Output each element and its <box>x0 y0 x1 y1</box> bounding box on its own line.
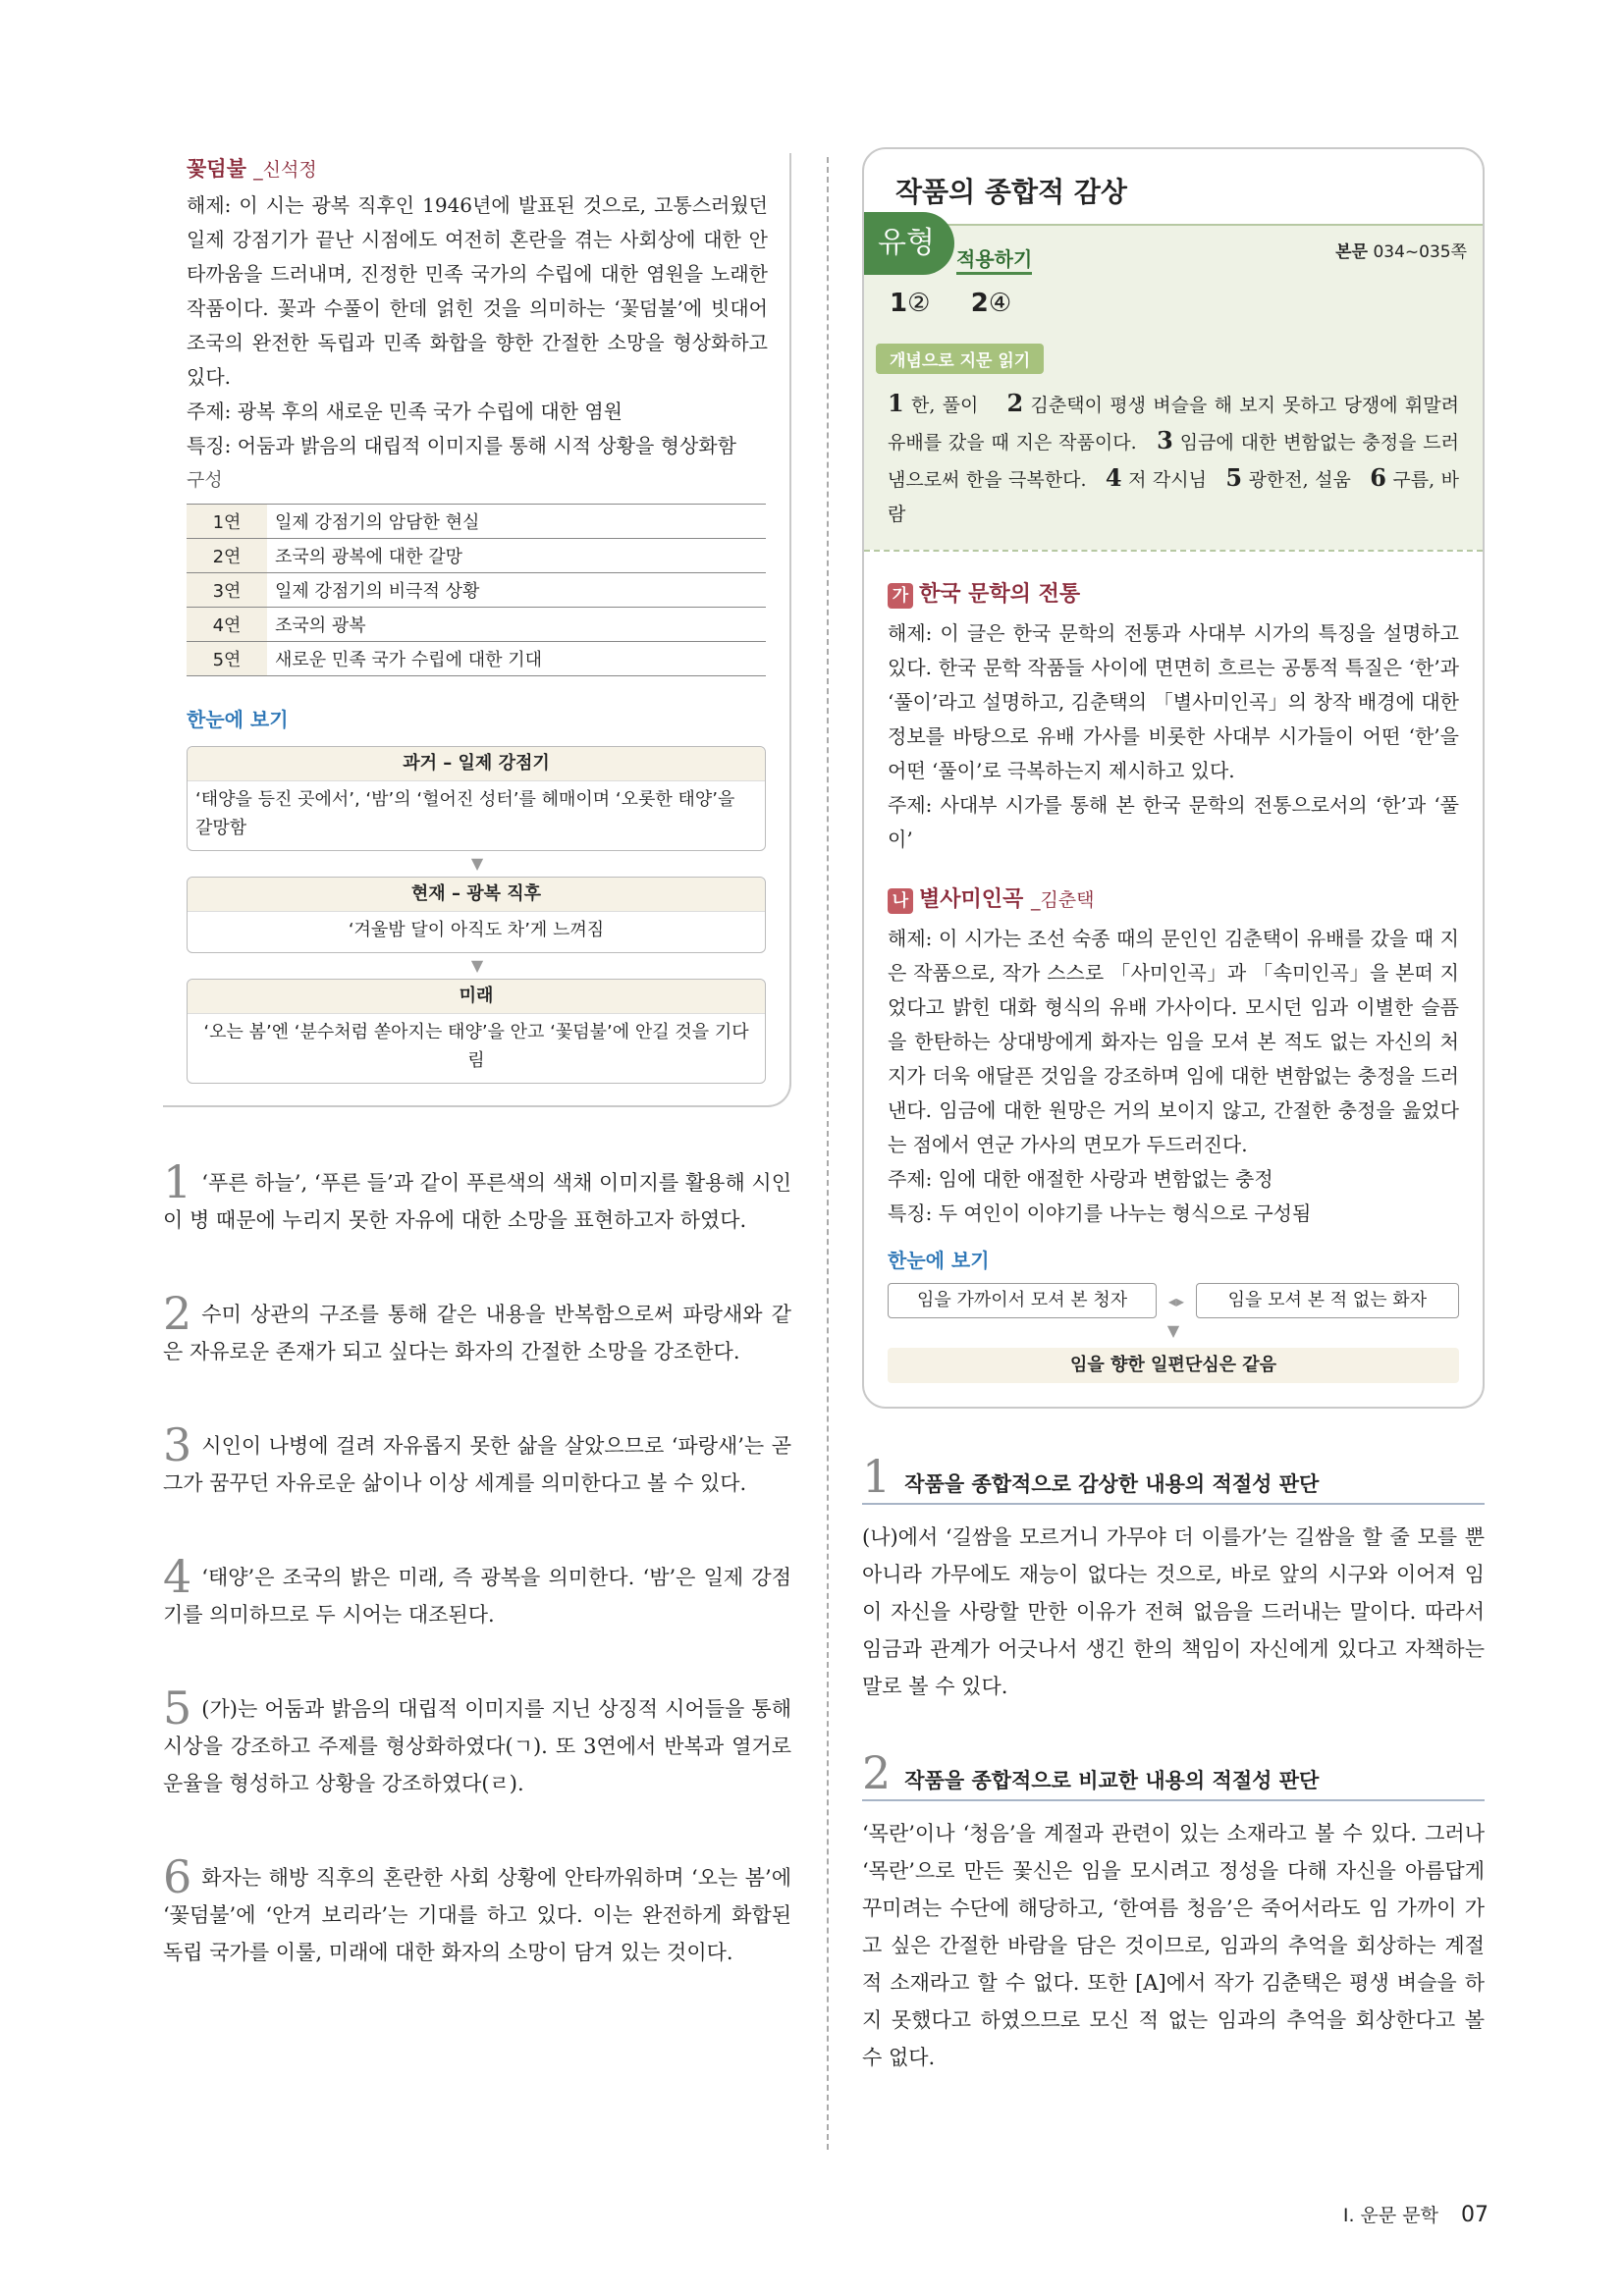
answer-text: 구름, 바람 <box>888 469 1459 525</box>
type-application-section <box>864 224 1483 550</box>
table-row <box>187 505 766 539</box>
page-reference <box>1335 238 1467 262</box>
poem-title <box>187 153 768 183</box>
passage-na-title-text: 별사미인곡 <box>919 887 1024 912</box>
arrow-down-icon: ▼ <box>470 854 484 873</box>
footer-section-name: I. 운문 문학 <box>1342 2205 1438 2226</box>
passage-na-mark: 나 <box>888 888 913 914</box>
column-divider <box>827 157 829 2150</box>
haeje-text: 해제: 이 시는 광복 직후인 1946년에 발표된 것으로, 고통스러웠던 일제 강점기가 끝난 시점에도 여전히 혼란을 겪는 사회상에 대한 안타까움을 드러내며, 진정한 민족 국가의 수립에 대한 염원을 노래한 작품이다. 꽃과 수풀이 한데 얽힌 것을 의미하는 ‘꽃덤불’에 빗대어 조국의 완전한 독립과 민족 화합을 향한 간절한 소망을 형상화하고 있다. <box>187 193 768 389</box>
answer-text: 김춘택이 평생 벼슬을 해 보지 못하고 당쟁에 휘말려 유배를 갔을 때 지은 작품이다. <box>888 395 1459 454</box>
stanza-content: 일제 강점기의 암담한 현실 <box>267 505 766 539</box>
flow-box-future <box>187 979 766 1084</box>
stanza-number: 1연 <box>187 505 267 539</box>
flow-box-body: ‘겨울밤 달이 아직도 차’게 느껴짐 <box>348 920 605 940</box>
question-type: 작품을 종합적으로 감상한 내용의 적절성 판단 <box>904 1472 1320 1496</box>
flow-box-heading: 현재 – 광복 직후 <box>188 878 765 912</box>
flow-box-body: ‘태양을 등진 곳에서’, ‘밤’의 ‘헐어진 성터’를 헤매이며 ‘오롯한 태양’을 갈망함 <box>195 789 735 838</box>
explanation-text: 화자는 해방 직후의 혼란한 사회 상황에 안타까워하며 ‘오는 봄’에 ‘꽃덤불’에 ‘안겨 보리라’는 기대를 하고 있다. 이는 완전하게 화합된 독립 국가를 이룰, 미래에 대한 화자의 소망이 담겨 있는 것이다. <box>163 1866 791 1964</box>
table-row <box>187 539 766 573</box>
explanation-item <box>163 1682 791 1802</box>
question-number: 1 <box>862 1450 892 1503</box>
answer-number: 3 <box>1157 426 1173 454</box>
answer-number: 5 <box>1225 463 1243 492</box>
question-number: 6 <box>163 1850 192 1903</box>
flow-box-past <box>187 746 766 851</box>
answer-number: 2 <box>1006 389 1024 417</box>
flow-box-body: ‘오는 봄’엔 ‘분수처럼 쏟아지는 태양’을 안고 ‘꽃덤불’에 안길 것을 기다림 <box>203 1022 749 1071</box>
juje-text: 주제: 광복 후의 새로운 민족 국가 수립에 대한 염원 <box>187 400 623 423</box>
box-title: 작품의 종합적 감상 <box>895 176 1127 208</box>
answer-text: 한, 풀이 <box>911 395 979 416</box>
gusung-table <box>187 504 766 676</box>
overview-heading: 한눈에 보기 <box>187 708 289 731</box>
explanation-item <box>163 1418 791 1502</box>
answer-number: 6 <box>1370 463 1386 492</box>
page-footer <box>1343 2201 1489 2227</box>
passage-ga-title <box>888 577 1459 609</box>
answer-number: 1 <box>890 289 908 318</box>
passage-ga-juje: 주제: 사대부 시가를 통해 본 한국 문학의 전통으로서의 ‘한’과 ‘풀이’ <box>888 793 1459 851</box>
comparison-row <box>888 1283 1459 1318</box>
concept-reading-badge: 개념으로 지문 읽기 <box>876 344 1044 374</box>
comparison-conclusion: 임을 향한 일편단심은 같음 <box>888 1348 1459 1383</box>
flow-box-present <box>187 877 766 953</box>
stanza-number: 4연 <box>187 608 267 642</box>
explanation-text: (가)는 어둠과 밝음의 대립적 이미지를 지닌 상징적 시어들을 통해 시상을 강조하고 주제를 형상화하였다(ㄱ). 또 3연에서 반복과 열거로 운율을 형성하고 상황을 강조하였다(ㄹ). <box>163 1697 791 1795</box>
passage-ga-haeje: 해제: 이 글은 한국 문학의 전통과 사대부 시가의 특징을 설명하고 있다. 한국 문학 작품들 사이에 면면히 흐르는 공통적 특질은 ‘한’과 ‘풀이’라고 설명하고, 김춘택의 「별사미인곡」의 창작 배경에 대한 정보를 바탕으로 유배 가사를 비롯한 사대부 시가들이 어떤 ‘한’을 어떤 ‘풀이’로 극복하는지 제시하고 있다. <box>888 621 1459 782</box>
stanza-number: 2연 <box>187 539 267 573</box>
table-row <box>187 642 766 676</box>
stanza-number: 3연 <box>187 573 267 608</box>
table-row <box>187 608 766 642</box>
comprehensive-appreciation-box <box>862 147 1485 1409</box>
right-column <box>862 147 1485 2076</box>
page-reference-label: 본문 <box>1335 242 1369 262</box>
poem-title-text: 꽃덤불 <box>187 157 246 181</box>
explanation-heading <box>862 1746 1485 1801</box>
explanation-text: ‘태양’은 조국의 밝은 미래, 즉 광복을 의미한다. ‘밤’은 일제 강점기를 의미하므로 두 시어는 대조된다. <box>163 1566 791 1627</box>
arrow-down-icon: ▼ <box>470 956 484 975</box>
answer-text: 임금에 대한 변함없는 충정을 드러냄으로써 한을 극복한다. <box>888 432 1460 491</box>
answer-value: ④ <box>988 289 1012 318</box>
stanza-content: 조국의 광복에 대한 갈망 <box>267 539 766 573</box>
overview-heading: 한눈에 보기 <box>888 1249 990 1272</box>
passage-na-teukjing: 특징: 두 여인이 이야기를 나누는 형식으로 구성됨 <box>888 1201 1312 1225</box>
stanza-number: 5연 <box>187 642 267 676</box>
explanation-text: (나)에서 ‘길쌈을 모르거니 가무야 더 이를가’는 길쌈을 할 줄 모를 뿐 아니라 가무에도 재능이 없다는 것으로, 바로 앞의 시구와 이어져 임이 자신을 사랑할 만한 이유가 전혀 없음을 드러내는 말이다. 따라서 임금과 관계가 어긋나서 생긴 한의 책임이 자신에게 있다고 자책하는 말로 볼 수 있다. <box>862 1525 1485 1698</box>
explanation-item <box>163 1850 791 1971</box>
explanation-item <box>163 1287 791 1370</box>
answer-row <box>864 285 1483 334</box>
explanation-item <box>163 1155 791 1239</box>
stanza-content: 새로운 민족 국가 수립에 대한 기대 <box>267 642 766 676</box>
question-number: 3 <box>163 1418 192 1471</box>
flow-box-heading: 미래 <box>188 980 765 1014</box>
flow-box-heading: 과거 – 일제 강점기 <box>188 747 765 781</box>
double-arrow-icon: ◂▸ <box>1167 1291 1184 1310</box>
explanation-heading <box>862 1450 1485 1505</box>
page-number: 07 <box>1461 2203 1489 2227</box>
passage-ga-mark: 가 <box>888 583 913 609</box>
type-badge: 유형 <box>864 212 954 275</box>
page-reference-range: 034~035쪽 <box>1373 242 1467 262</box>
type-header <box>864 226 1483 285</box>
arrow-down-icon: ▼ <box>1166 1321 1180 1340</box>
gusung-label: 구성 <box>187 469 223 491</box>
passage-ga-section <box>864 577 1483 857</box>
explanation-text: 수미 상관의 구조를 통해 같은 내용을 반복함으로써 파랑새와 같은 자유로운 존재가 되고 싶다는 화자의 간절한 소망을 강조한다. <box>163 1303 791 1363</box>
answer-number: 1 <box>888 389 904 417</box>
passage-na-author: _김춘택 <box>1030 889 1095 911</box>
question-number: 2 <box>862 1746 892 1799</box>
poem-info-box <box>163 153 791 1107</box>
question-type: 작품을 종합적으로 비교한 내용의 적절성 판단 <box>904 1769 1320 1792</box>
passage-na-juje: 주제: 임에 대한 애절한 사랑과 변함없는 충정 <box>888 1167 1273 1191</box>
answer-number: 2 <box>970 289 989 318</box>
type-subtitle: 적용하기 <box>956 243 1032 275</box>
poem-author: _신석정 <box>253 159 317 181</box>
explanation-text: 시인이 나병에 걸려 자유롭지 못한 삶을 살았으므로 ‘파랑새’는 곧 그가 꿈꾸던 자유로운 삶이나 이상 세계를 의미한다고 볼 수 있다. <box>163 1434 791 1495</box>
comparison-box-speaker: 임을 모셔 본 적 없는 화자 <box>1196 1283 1459 1318</box>
passage-na-haeje: 해제: 이 시가는 조선 숙종 때의 문인인 김춘택이 유배를 갔을 때 지은 작품으로, 작가 스스로 「사미인곡」과 「속미인곡」을 본떠 지었다고 밝힌 대화 형식의 유배 가사이다. 모시던 임과 이별한 슬픔을 한탄하는 상대방에게 화자는 임을 모셔 본 적도 없는 자신의 처지가 더욱 애달픈 것임을 강조하며 임에 대한 변함없는 충정을 드러낸다. 임금에 대한 원망은 거의 보이지 않고, 간절한 충정을 읊었다는 점에서 연군 가사의 면모가 두드러진다. <box>888 927 1459 1156</box>
question-number: 5 <box>163 1682 192 1735</box>
explanation-text: ‘목란’이나 ‘청음’을 계절과 관련이 있는 소재라고 볼 수 있다. 그러나 ‘목란’으로 만든 꽃신은 임을 모시려고 정성을 다해 자신을 아름답게 꾸미려는 수단에 해당하고, ‘한여름 청음’은 죽어서라도 임 가까이 가고 싶은 간절한 바람을 담은 것이므로, 임과의 추억을 회상하는 계절적 소재라고 할 수 없다. 또한 [A]에서 작가 김춘택은 평생 벼슬을 하지 못했다고 하였으므로 모신 적 없는 임과의 추억을 회상한다고 볼 수 없다. <box>862 1822 1485 2069</box>
question-number: 1 <box>163 1155 192 1208</box>
stanza-content: 일제 강점기의 비극적 상황 <box>267 573 766 608</box>
table-row <box>187 573 766 608</box>
dashed-separator <box>864 550 1483 552</box>
passage-na-section <box>864 882 1483 1383</box>
answer-number: 4 <box>1105 463 1122 492</box>
explanation-item <box>163 1550 791 1633</box>
passage-ga-title-text: 한국 문학의 전통 <box>919 582 1081 607</box>
stanza-content: 조국의 광복 <box>267 608 766 642</box>
teukjing-text: 특징: 어둠과 밝음의 대립적 이미지를 통해 시적 상황을 형상화함 <box>187 434 736 457</box>
passage-na-title <box>888 882 1459 914</box>
question-number: 4 <box>163 1550 192 1603</box>
explanation-text: ‘푸른 하늘’, ‘푸른 들’과 같이 푸른색의 색채 이미지를 활용해 시인이 병 때문에 누리지 못한 자유에 대한 소망을 표현하고자 하였다. <box>163 1171 791 1232</box>
answer-value: ② <box>907 289 931 318</box>
explanation-item <box>862 1450 1485 1705</box>
question-number: 2 <box>163 1287 192 1340</box>
comparison-box-listener: 임을 가까이서 모셔 본 청자 <box>888 1283 1157 1318</box>
answer-text: 저 각시님 <box>1128 469 1207 491</box>
left-column <box>163 147 791 1971</box>
explanation-item <box>862 1746 1485 2076</box>
concept-reading-answers <box>864 374 1483 532</box>
answer-text: 광한전, 설움 <box>1248 469 1351 491</box>
